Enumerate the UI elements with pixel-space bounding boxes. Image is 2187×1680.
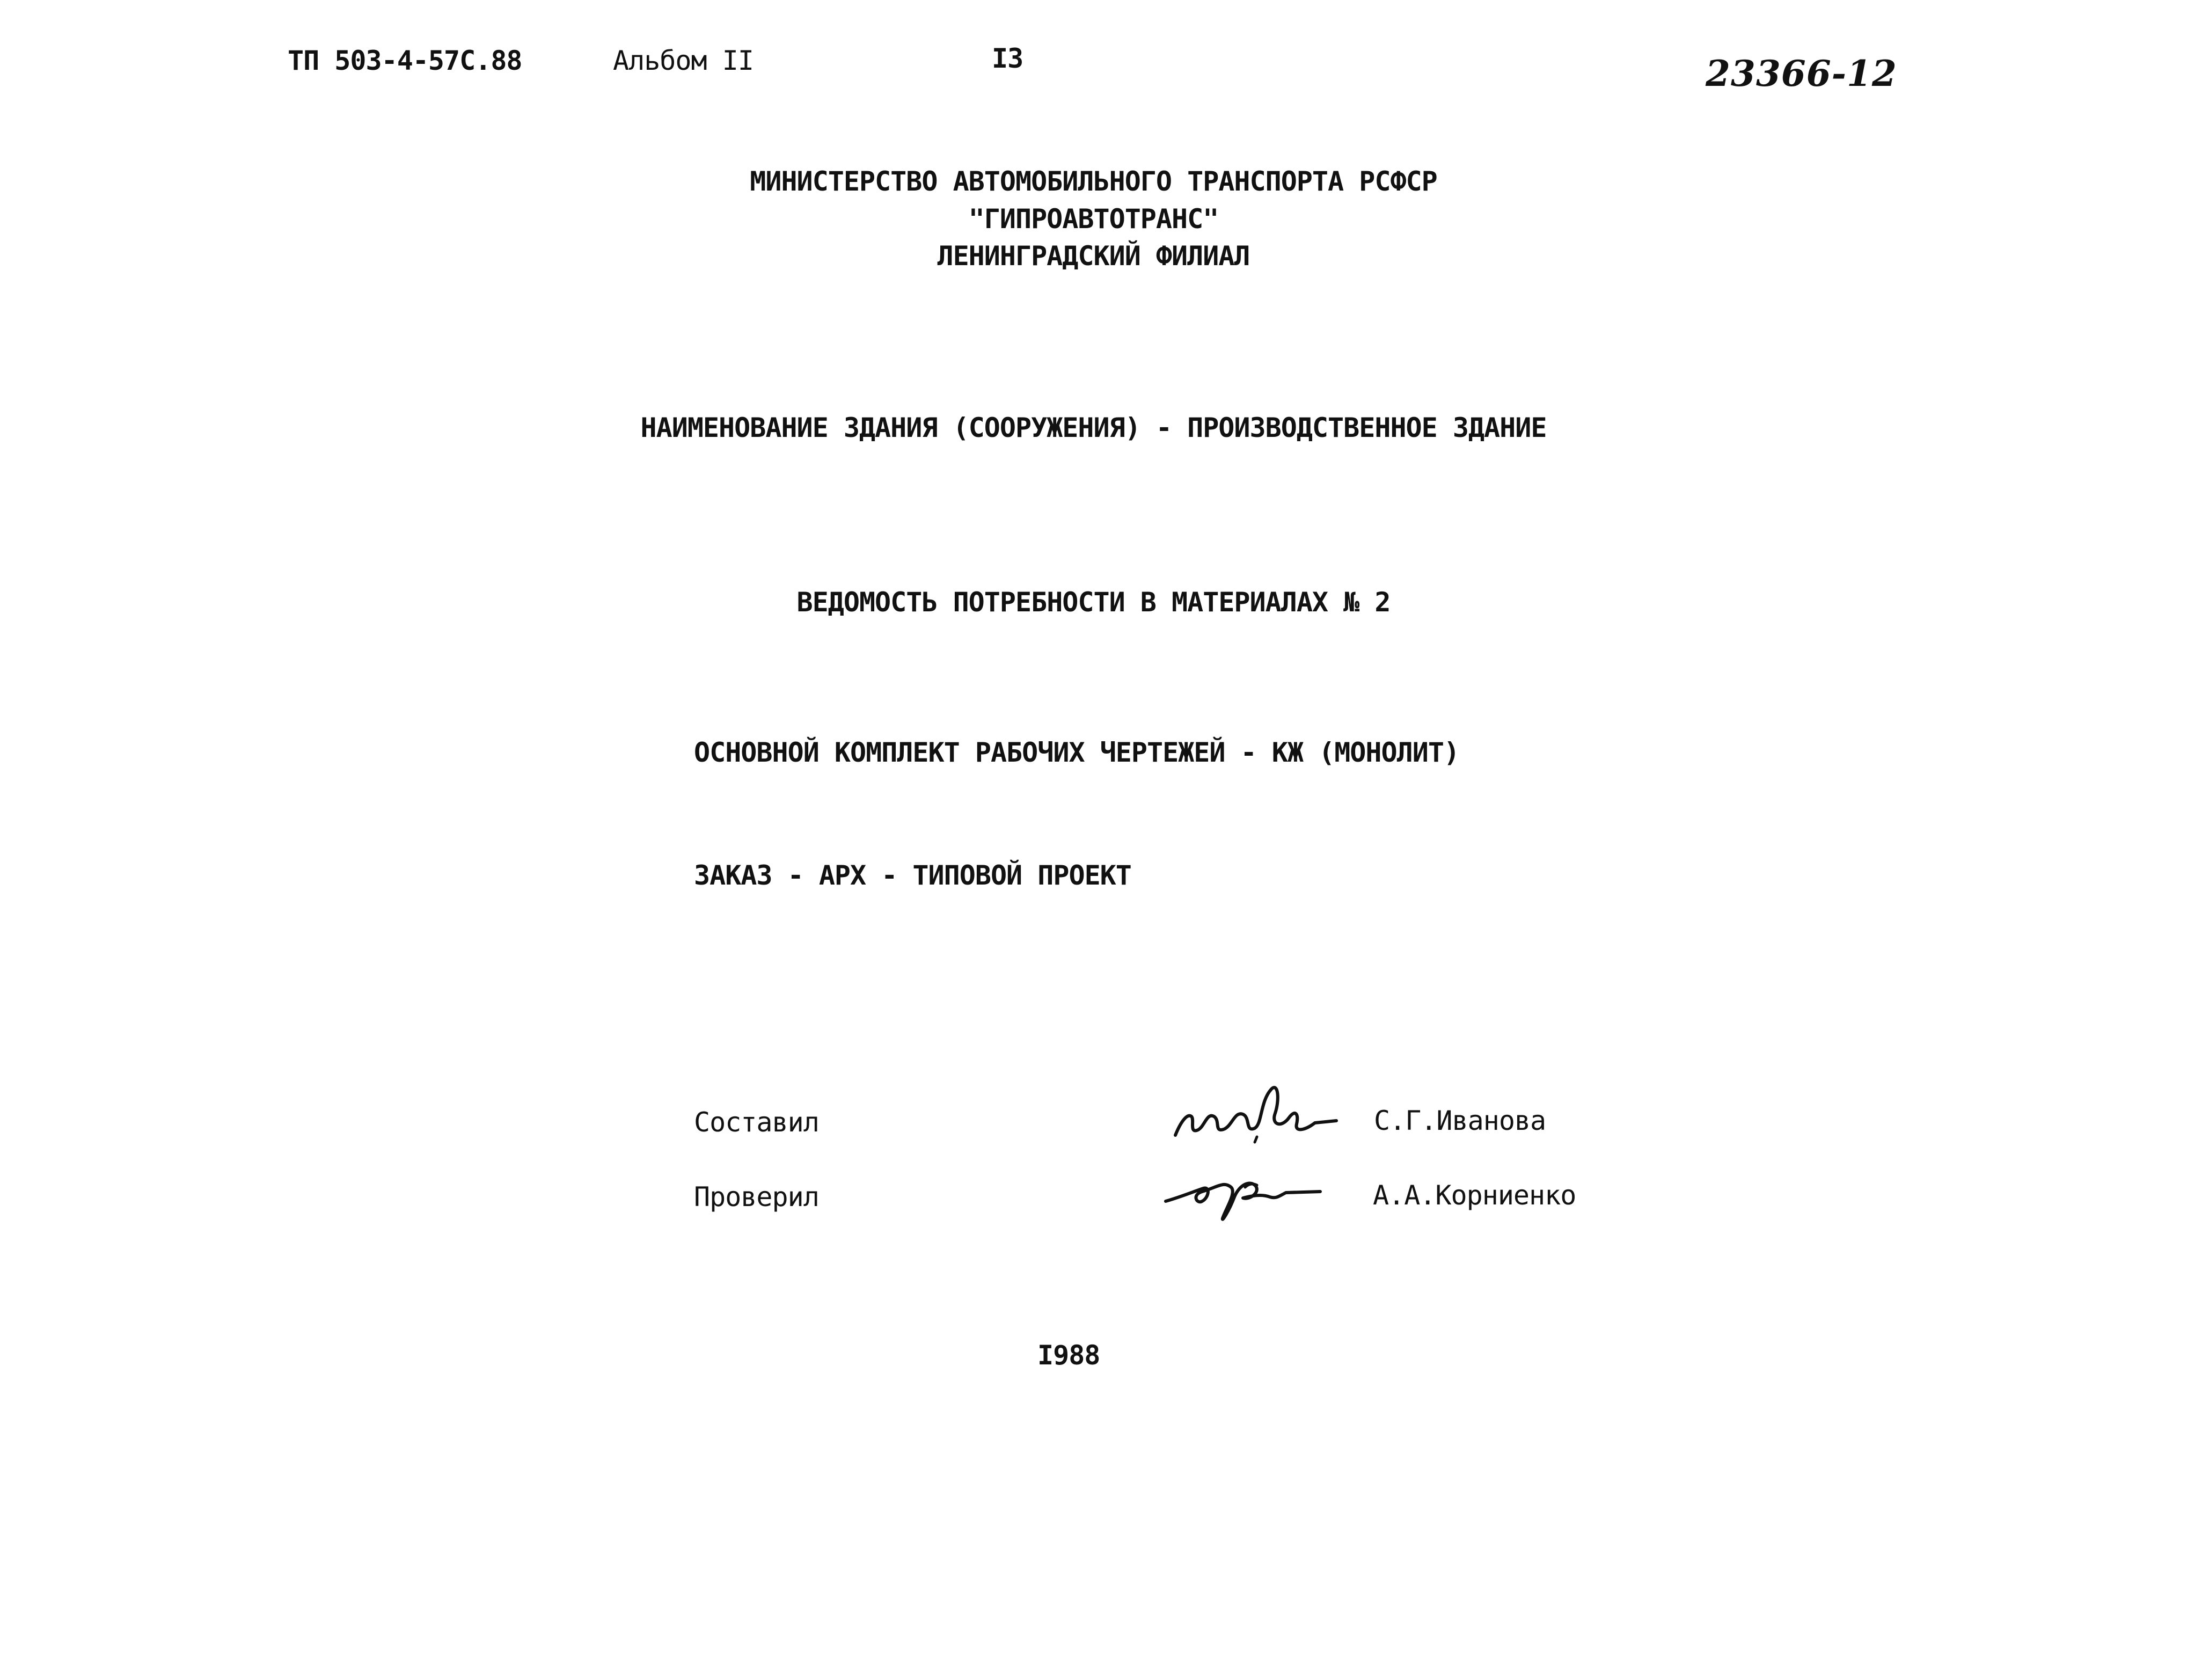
branch-line: ЛЕНИНГРАДСКИЙ ФИЛИАЛ	[937, 240, 1250, 272]
compiled-name: С.Г.Иванова	[1374, 1105, 1546, 1136]
page-number: I3	[992, 43, 1023, 74]
building-name: НАИМЕНОВАНИЕ ЗДАНИЯ (СООРУЖЕНИЯ) - ПРОИЗВОДСТВЕННОЕ ЗДАНИЕ	[640, 412, 1547, 443]
checked-label: Проверил	[694, 1181, 819, 1212]
ministry-line: МИНИСТЕРСТВО АВТОМОБИЛЬНОГО ТРАНСПОРТА РСФСР	[750, 166, 1437, 197]
signature-ivanova-icon	[1165, 1079, 1347, 1149]
institute-line: "ГИПРОАВТОТРАНС"	[968, 203, 1219, 235]
compiled-label: Составил	[694, 1107, 819, 1138]
project-code: ТП 503-4-57С.88	[288, 45, 522, 76]
checked-name: А.А.Корниенко	[1373, 1180, 1576, 1211]
document-title: ВЕДОМОСТЬ ПОТРЕБНОСТИ В МАТЕРИАЛАХ № 2	[796, 587, 1391, 618]
signature-kornienko-icon	[1159, 1159, 1352, 1229]
inventory-number: 23366-12	[1706, 53, 1897, 94]
year: I988	[1037, 1340, 1100, 1371]
order-line: ЗАКАЗ - АРХ - ТИПОВОЙ ПРОЕКТ	[694, 860, 1131, 891]
drawing-set: ОСНОВНОЙ КОМПЛЕКТ РАБОЧИХ ЧЕРТЕЖЕЙ - КЖ (МОНОЛИТ)	[694, 737, 1460, 768]
album-label: Альбом II	[613, 45, 754, 76]
